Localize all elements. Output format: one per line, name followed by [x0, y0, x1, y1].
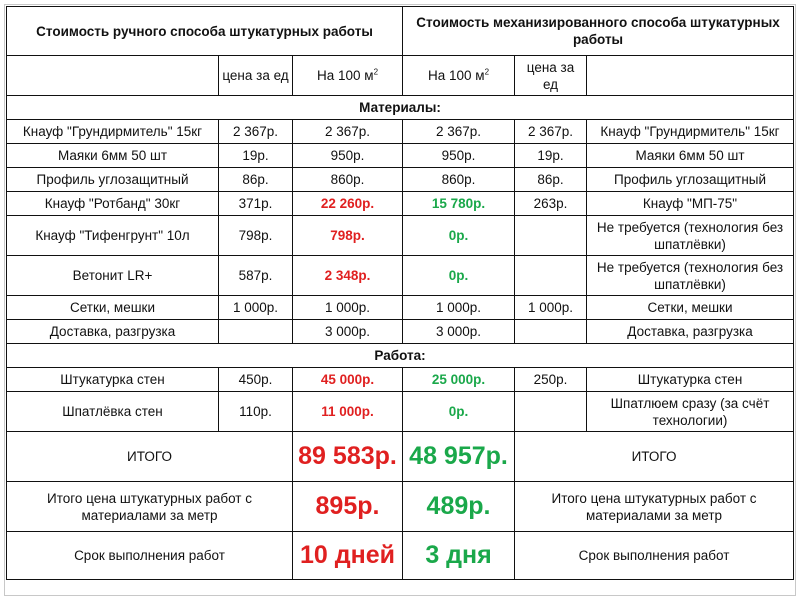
item-name-manual: Маяки 6мм 50 шт — [7, 144, 219, 168]
mechanized-method-title: Стоимость механизированного способа штукатурных работы — [403, 7, 794, 56]
item-name-mech: Не требуется (технология без шпатлёвки) — [587, 216, 794, 256]
col-per100-mech: На 100 $м^2$ — [403, 56, 515, 96]
unit-price-manual: 1 000р. — [219, 296, 293, 320]
item-name-mech: Шпатлюем сразу (за счёт технологии) — [587, 392, 794, 432]
per100-mech: 2 367р. — [403, 120, 515, 144]
table-row — [7, 216, 794, 256]
unit-price-mech: 2 367р. — [515, 120, 587, 144]
manual-method-title: Стоимость ручного способа штукатурных работы — [7, 7, 403, 56]
item-name-mech: Доставка, разгрузка — [587, 320, 794, 344]
table-row — [7, 120, 794, 144]
header-row-titles — [7, 7, 794, 56]
item-name-manual: Профиль углозащитный — [7, 168, 219, 192]
per100-manual: 2 348р. — [293, 256, 403, 296]
unit-price-mech: 1 000р. — [515, 296, 587, 320]
section-work-label: Работа: — [7, 344, 794, 368]
total-label-mech: Итого цена штукатурных работ с материалами за метр — [515, 482, 794, 532]
unit-price-manual: 587р. — [219, 256, 293, 296]
header-row-columns — [7, 56, 794, 96]
unit-price-manual: 450р. — [219, 368, 293, 392]
total-value-manual: 895р. — [293, 482, 403, 532]
item-name-mech: Штукатурка стен — [587, 368, 794, 392]
per100-manual: 45 000р. — [293, 368, 403, 392]
per100-manual: 860р. — [293, 168, 403, 192]
unit-price-mech — [515, 320, 587, 344]
section-work-row — [7, 344, 794, 368]
per100-mech: 860р. — [403, 168, 515, 192]
unit-price-manual: 798р. — [219, 216, 293, 256]
unit-price-mech — [515, 216, 587, 256]
item-name-mech: Профиль углозащитный — [587, 168, 794, 192]
total-value-manual: 89 583р. — [293, 432, 403, 482]
item-name-mech: Маяки 6мм 50 шт — [587, 144, 794, 168]
col-unit-price-mech: цена за ед — [515, 56, 587, 96]
table-row — [7, 256, 794, 296]
section-materials-row — [7, 96, 794, 120]
total-value-mech: 489р. — [403, 482, 515, 532]
item-name-manual: Кнауф "Ротбанд" 30кг — [7, 192, 219, 216]
item-name-manual: Доставка, разгрузка — [7, 320, 219, 344]
total-label-manual: Срок выполнения работ — [7, 532, 293, 580]
item-name-manual: Штукатурка стен — [7, 368, 219, 392]
unit-price-mech: 19р. — [515, 144, 587, 168]
per100-mech: 950р. — [403, 144, 515, 168]
total-label-mech: Срок выполнения работ — [515, 532, 794, 580]
per100-mech: 3 000р. — [403, 320, 515, 344]
unit-price-mech — [515, 392, 587, 432]
unit-price-mech: 250р. — [515, 368, 587, 392]
table-row — [7, 192, 794, 216]
table-row — [7, 392, 794, 432]
item-name-manual: Шпатлёвка стен — [7, 392, 219, 432]
total-value-manual: 10 дней — [293, 532, 403, 580]
cost-comparison-table — [6, 6, 794, 580]
unit-price-mech — [515, 256, 587, 296]
item-name-mech: Сетки, мешки — [587, 296, 794, 320]
unit-price-manual: 86р. — [219, 168, 293, 192]
unit-price-mech: 86р. — [515, 168, 587, 192]
total-label-mech: ИТОГО — [515, 432, 794, 482]
per100-mech: 0р. — [403, 256, 515, 296]
item-name-mech: Не требуется (технология без шпатлёвки) — [587, 256, 794, 296]
unit-price-manual: 2 367р. — [219, 120, 293, 144]
header-empty-right — [587, 56, 794, 96]
per100-mech: 0р. — [403, 392, 515, 432]
item-name-manual: Ветонит LR+ — [7, 256, 219, 296]
per100-mech: 15 780р. — [403, 192, 515, 216]
table-row — [7, 168, 794, 192]
total-label-manual: Итого цена штукатурных работ с материалами за метр — [7, 482, 293, 532]
total-value-mech: 3 дня — [403, 532, 515, 580]
table-row — [7, 368, 794, 392]
header-empty-left — [7, 56, 219, 96]
per100-manual: 3 000р. — [293, 320, 403, 344]
section-materials-label: Материалы: — [7, 96, 794, 120]
unit-price-mech: 263р. — [515, 192, 587, 216]
item-name-mech: Кнауф "Грундирмитель" 15кг — [587, 120, 794, 144]
table-row — [7, 320, 794, 344]
table-row — [7, 296, 794, 320]
table-row — [7, 144, 794, 168]
per100-mech: 1 000р. — [403, 296, 515, 320]
item-name-manual: Сетки, мешки — [7, 296, 219, 320]
unit-price-manual: 19р. — [219, 144, 293, 168]
per100-manual: 22 260р. — [293, 192, 403, 216]
unit-price-manual: 371р. — [219, 192, 293, 216]
total-row — [7, 432, 794, 482]
total-row — [7, 482, 794, 532]
unit-price-manual — [219, 320, 293, 344]
unit-price-manual: 110р. — [219, 392, 293, 432]
per100-manual: 798р. — [293, 216, 403, 256]
per100-manual: 950р. — [293, 144, 403, 168]
per100-manual: 11 000р. — [293, 392, 403, 432]
per100-mech: 25 000р. — [403, 368, 515, 392]
total-row — [7, 532, 794, 580]
item-name-manual: Кнауф "Грундирмитель" 15кг — [7, 120, 219, 144]
total-value-mech: 48 957р. — [403, 432, 515, 482]
item-name-manual: Кнауф "Тифенгрунт" 10л — [7, 216, 219, 256]
col-per100-manual: На 100 $м^2$ — [293, 56, 403, 96]
col-unit-price-manual: цена за ед — [219, 56, 293, 96]
per100-manual: 2 367р. — [293, 120, 403, 144]
per100-mech: 0р. — [403, 216, 515, 256]
item-name-mech: Кнауф "МП-75" — [587, 192, 794, 216]
total-label-manual: ИТОГО — [7, 432, 293, 482]
per100-manual: 1 000р. — [293, 296, 403, 320]
